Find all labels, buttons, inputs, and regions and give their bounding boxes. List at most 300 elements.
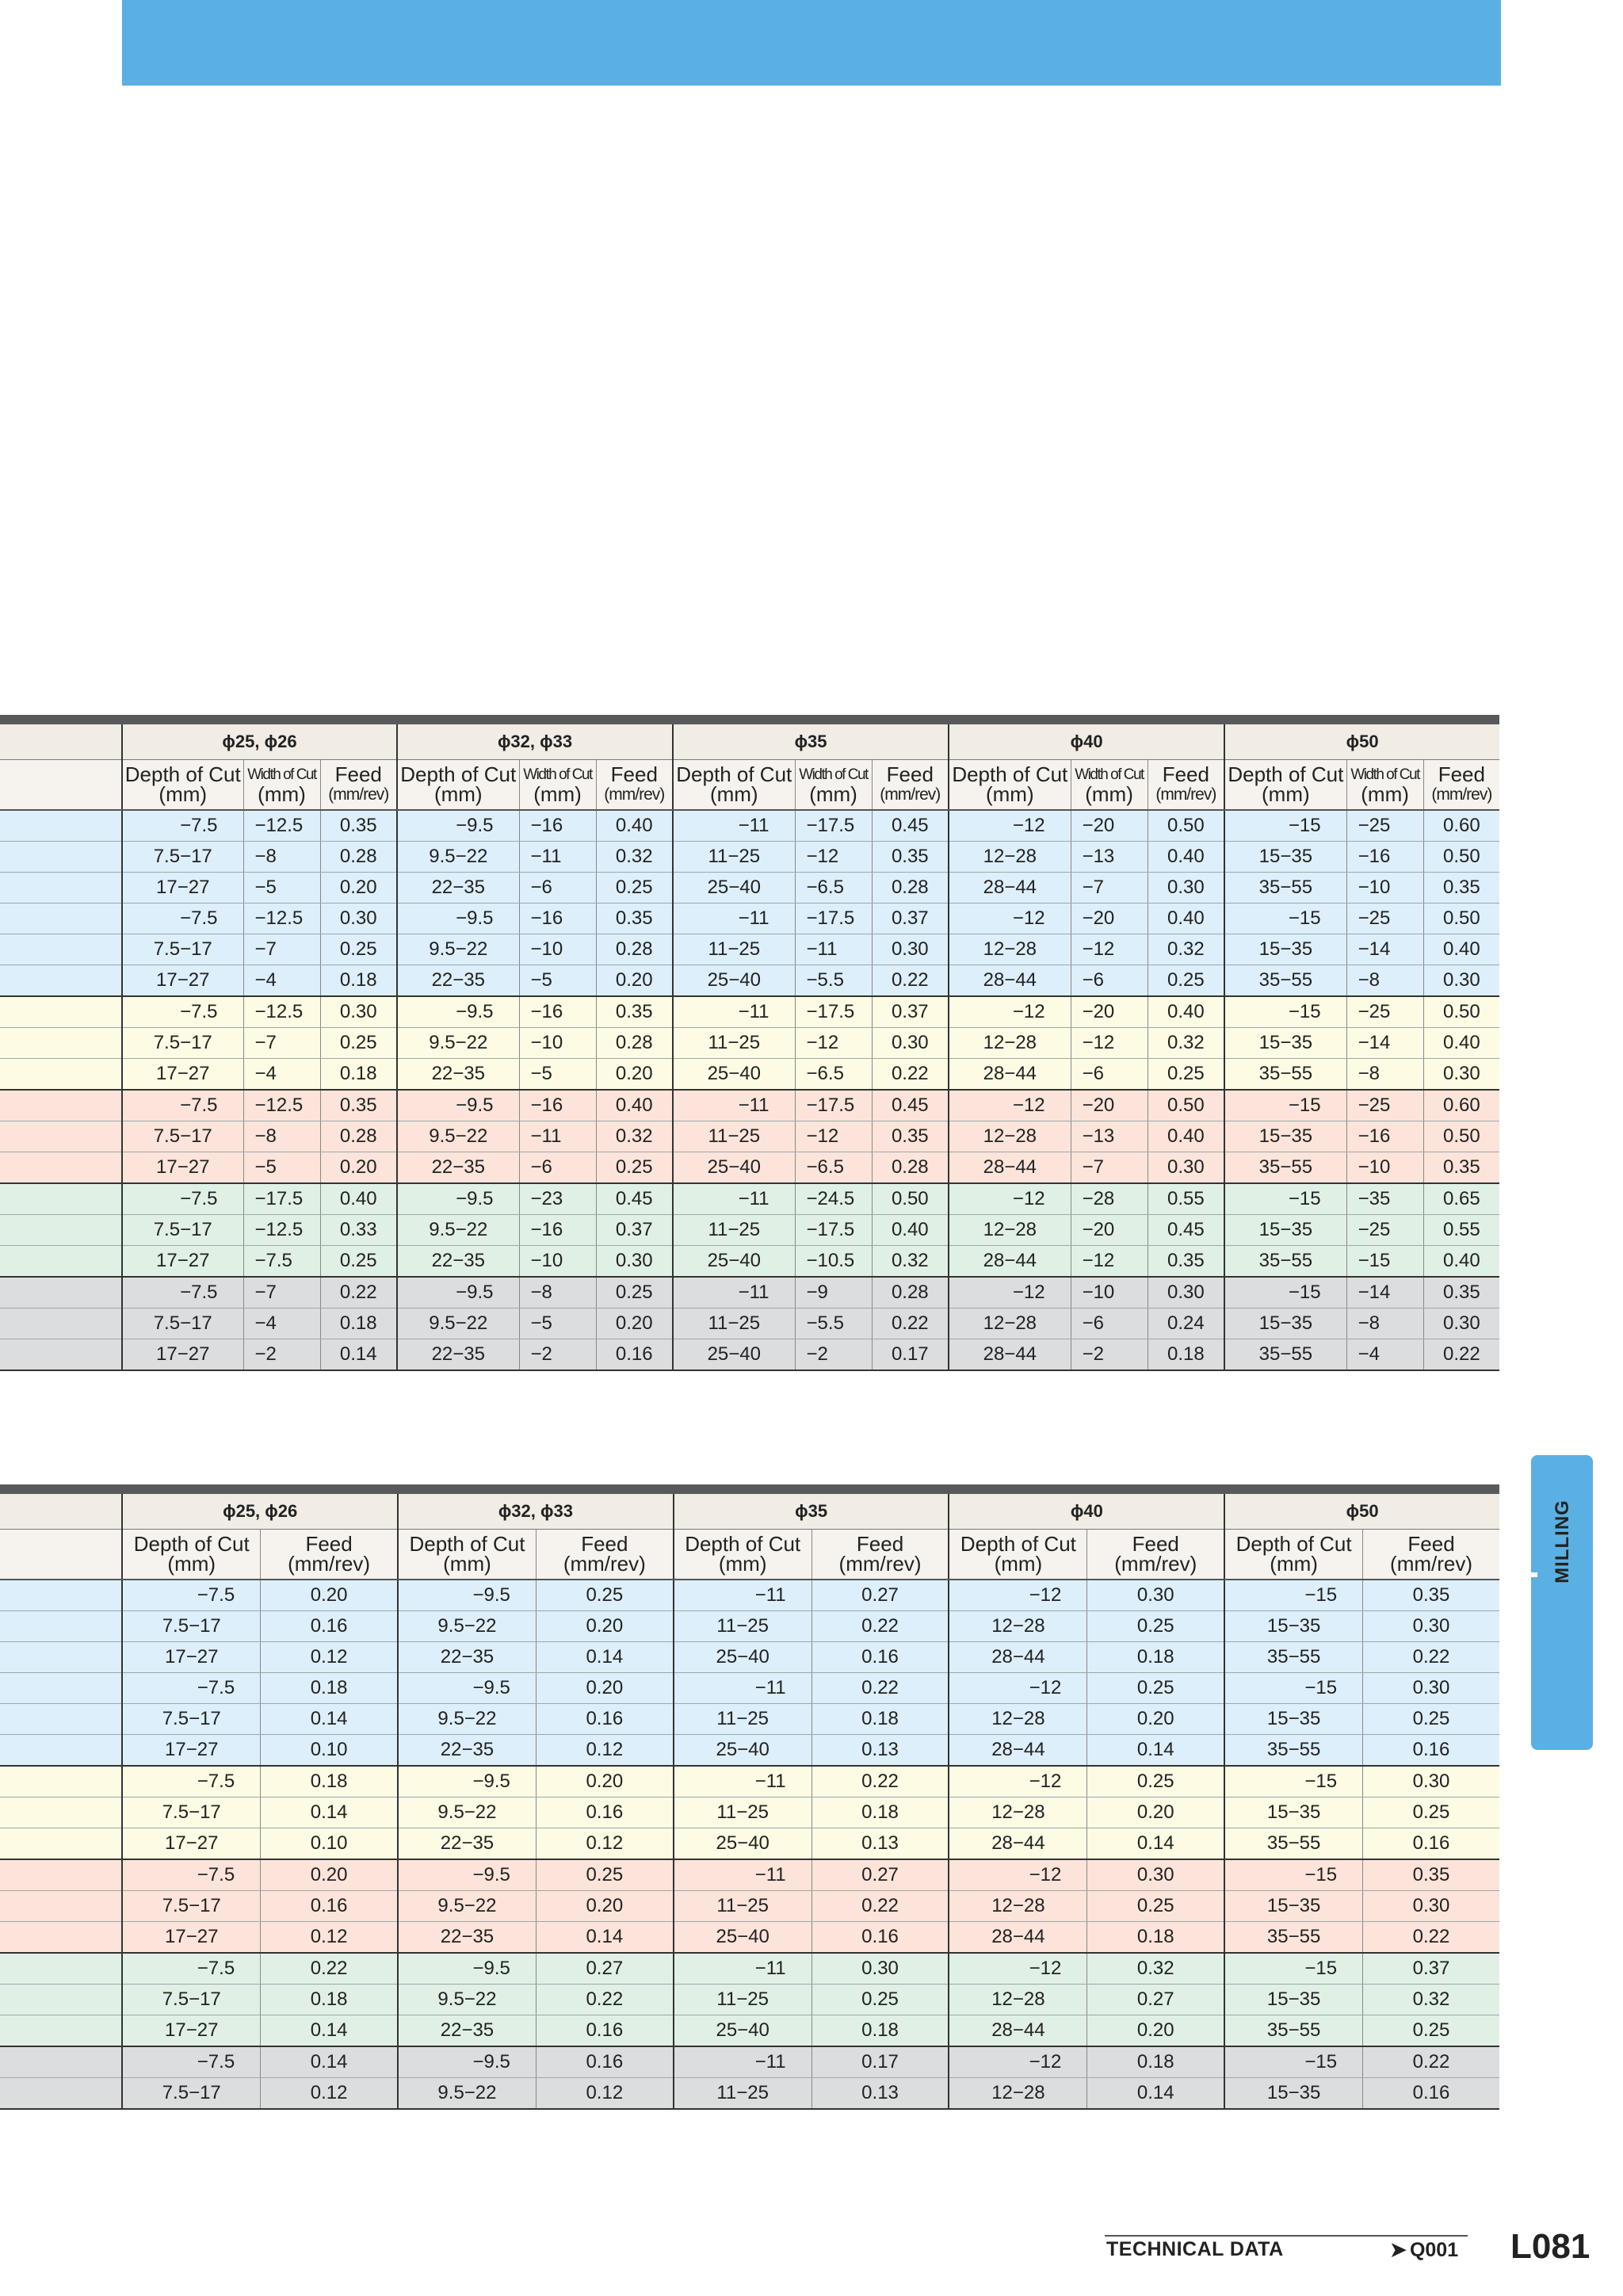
- table-cell: 0.16: [261, 1891, 398, 1922]
- table-cell: −20: [1071, 1090, 1148, 1121]
- table-cell: 25−40: [674, 1735, 812, 1767]
- table-cell: 15−35: [1224, 1891, 1362, 1922]
- row-label-cell: [0, 1121, 122, 1152]
- table-cell: 7.5−17: [122, 1611, 260, 1642]
- table-cell: 0.25: [1363, 1704, 1499, 1735]
- table-cell: 0.37: [1363, 1953, 1499, 1985]
- table-cell: 0.20: [536, 1891, 673, 1922]
- footer-section-link[interactable]: TECHNICAL DATA: [1106, 2238, 1284, 2260]
- table-cell: 0.22: [1363, 2046, 1499, 2078]
- table-cell: 15−35: [1224, 1797, 1362, 1828]
- table-cell: 0.27: [1087, 1985, 1224, 2015]
- table-cell: 22−35: [398, 1922, 536, 1954]
- table-cell: 7.5−17: [122, 1308, 243, 1339]
- table-cell: −9.5: [397, 810, 519, 842]
- table-cell: 0.40: [1423, 1028, 1499, 1059]
- table-cell: 35−55: [1224, 965, 1346, 997]
- table-cell: 0.40: [1423, 1246, 1499, 1278]
- table-cell: −28: [1071, 1183, 1148, 1215]
- table-cell: 0.28: [320, 842, 397, 873]
- table-cell: 0.17: [812, 2046, 949, 2078]
- table-cell: 0.25: [536, 1859, 673, 1891]
- table-cell: −11: [519, 842, 596, 873]
- table-cell: 0.28: [872, 1277, 949, 1308]
- table-row: [0, 1183, 1499, 1215]
- table-cell: 0.50: [1423, 996, 1499, 1028]
- table-cell: −7.5: [122, 810, 243, 842]
- table-cell: 0.30: [1363, 1673, 1499, 1704]
- table-cell: −17.5: [243, 1183, 320, 1215]
- table-cell: −7.5: [122, 1673, 260, 1704]
- table-cell: 0.18: [1087, 2046, 1224, 2078]
- table-cell: −16: [1346, 842, 1423, 873]
- table-row: [0, 1059, 1499, 1091]
- table-cell: 0.50: [1423, 904, 1499, 934]
- table-row: [0, 810, 1499, 842]
- table-cell: −12: [949, 1277, 1071, 1308]
- table-cell: 12−28: [949, 1215, 1071, 1246]
- table-cell: 0.24: [1148, 1308, 1224, 1339]
- table-cell: 9.5−22: [397, 1308, 519, 1339]
- table-cell: 0.30: [1087, 1580, 1224, 1611]
- table-cell: −14: [1346, 934, 1423, 965]
- table-cell: 0.45: [872, 1090, 949, 1121]
- table-cell: 22−35: [397, 1246, 519, 1278]
- column-header: Feed (mm/rev): [1148, 760, 1224, 811]
- table-cell: 0.30: [320, 996, 397, 1028]
- table-cell: 0.25: [320, 1246, 397, 1278]
- table-cell: 0.18: [320, 1308, 397, 1339]
- table-cell: 12−28: [949, 2078, 1086, 2110]
- table-cell: 0.50: [1423, 842, 1499, 873]
- table-cell: 0.16: [261, 1611, 398, 1642]
- table-cell: 0.40: [1423, 934, 1499, 965]
- table-cell: −15: [1224, 1090, 1346, 1121]
- row-label-cell: [0, 1028, 122, 1059]
- table-cell: −7.5: [122, 1859, 260, 1891]
- table-cell: 0.60: [1423, 1090, 1499, 1121]
- column-header: Depth of Cut (mm): [122, 1530, 260, 1580]
- table-cell: 9.5−22: [398, 1891, 536, 1922]
- table-cell: 0.16: [1363, 2078, 1499, 2110]
- table-cell: −12: [949, 1859, 1086, 1891]
- table-cell: 15−35: [1224, 2078, 1362, 2110]
- table-cell: 15−35: [1224, 1121, 1346, 1152]
- table-cell: −13: [1071, 842, 1148, 873]
- table-cell: −7.5: [122, 1277, 243, 1308]
- table-cell: 0.22: [812, 1611, 949, 1642]
- table-cell: 0.25: [320, 934, 397, 965]
- diameter-header: ϕ50: [1224, 724, 1499, 760]
- column-header: Depth of Cut (mm): [949, 760, 1071, 811]
- table-cell: −12.5: [243, 1215, 320, 1246]
- table-cell: 7.5−17: [122, 1215, 243, 1246]
- table-cell: 0.40: [596, 810, 673, 842]
- table-cell: 0.30: [1363, 1891, 1499, 1922]
- table-cell: 28−44: [949, 1059, 1071, 1091]
- table-row: [0, 1704, 1499, 1735]
- table-cell: 0.22: [1363, 1642, 1499, 1673]
- table-cell: −12: [1071, 1028, 1148, 1059]
- table-cell: −15: [1224, 1673, 1362, 1704]
- cutting-conditions-table-1: [0, 715, 1499, 1371]
- table-cell: −2: [1071, 1339, 1148, 1371]
- table-cell: −25: [1346, 1090, 1423, 1121]
- column-header: Depth of Cut (mm): [1224, 1530, 1362, 1580]
- table-row: [0, 1339, 1499, 1371]
- table-cell: 28−44: [949, 1246, 1071, 1278]
- table-cell: 0.10: [261, 1828, 398, 1860]
- table-row: [0, 1766, 1499, 1797]
- table-cell: 17−27: [122, 1828, 260, 1860]
- table-cell: 0.40: [320, 1183, 397, 1215]
- table-cell: −7: [1071, 1152, 1148, 1184]
- table-cell: −15: [1224, 996, 1346, 1028]
- table-cell: −11: [673, 810, 795, 842]
- table-cell: 0.30: [1423, 1059, 1499, 1091]
- table-cell: −12.5: [243, 904, 320, 934]
- table-cell: −2: [243, 1339, 320, 1371]
- table-cell: 0.14: [261, 1704, 398, 1735]
- table-cell: −7.5: [122, 1090, 243, 1121]
- row-label-cell: [0, 1828, 122, 1860]
- diameter-header: ϕ35: [674, 1494, 949, 1530]
- table-cell: 0.55: [1423, 1215, 1499, 1246]
- column-header: Depth of Cut (mm): [1224, 760, 1346, 811]
- row-label-cell: [0, 2015, 122, 2047]
- table-cell: −2: [519, 1339, 596, 1371]
- table-cell: 12−28: [949, 1704, 1086, 1735]
- table-cell: 11−25: [674, 1985, 812, 2015]
- column-header: Width of Cut (mm): [1071, 760, 1148, 811]
- table-cell: −7: [243, 1028, 320, 1059]
- table-cell: 0.17: [872, 1339, 949, 1371]
- table-cell: −6: [1071, 965, 1148, 997]
- table-cell: 0.16: [812, 1922, 949, 1954]
- table-cell: 0.30: [596, 1246, 673, 1278]
- table-cell: 0.16: [536, 2015, 673, 2047]
- table-cell: −4: [243, 1308, 320, 1339]
- table-cell: 0.25: [1087, 1611, 1224, 1642]
- row-label-cell: [0, 1339, 122, 1371]
- table-cell: 0.22: [812, 1766, 949, 1797]
- table-cell: 17−27: [122, 1152, 243, 1184]
- table-row: [0, 1308, 1499, 1339]
- table-cell: −9.5: [398, 1673, 536, 1704]
- table-row: [0, 1673, 1499, 1704]
- table-cell: 9.5−22: [398, 1611, 536, 1642]
- table-row: [0, 1090, 1499, 1121]
- table-cell: −11: [674, 1580, 812, 1611]
- footer-ref-link[interactable]: [1390, 2238, 1458, 2262]
- table-cell: 0.25: [1148, 1059, 1224, 1091]
- column-header: Depth of Cut (mm): [398, 1530, 536, 1580]
- table-cell: 28−44: [949, 1735, 1086, 1767]
- table-cell: 28−44: [949, 1642, 1086, 1673]
- diameter-header: ϕ40: [949, 724, 1224, 760]
- table-cell: 0.20: [1087, 2015, 1224, 2047]
- table-cell: 0.30: [1423, 1308, 1499, 1339]
- table-cell: 22−35: [398, 1642, 536, 1673]
- column-header: Feed (mm/rev): [320, 760, 397, 811]
- table-cell: 0.18: [261, 1985, 398, 2015]
- table-cell: 28−44: [949, 2015, 1086, 2047]
- table-cell: −20: [1071, 996, 1148, 1028]
- table-cell: −8: [1346, 1059, 1423, 1091]
- table-cell: 0.22: [872, 1059, 949, 1091]
- table-cell: 0.30: [1423, 965, 1499, 997]
- table-cell: 0.20: [1087, 1797, 1224, 1828]
- table-cell: −12: [949, 1090, 1071, 1121]
- row-label-cell: [0, 1953, 122, 1985]
- table-row: [0, 1028, 1499, 1059]
- row-label-cell: [0, 1642, 122, 1673]
- table-cell: 11−25: [673, 1215, 795, 1246]
- table-cell: 0.50: [1148, 1090, 1224, 1121]
- table-cell: 0.25: [1087, 1673, 1224, 1704]
- table-cell: 0.16: [536, 1797, 673, 1828]
- table-cell: 28−44: [949, 1152, 1071, 1184]
- table-cell: 0.25: [320, 1028, 397, 1059]
- table-cell: −7.5: [122, 1953, 260, 1985]
- table-cell: 0.32: [1148, 934, 1224, 965]
- diameter-header: ϕ32, ϕ33: [398, 1494, 674, 1530]
- table-cell: −12.5: [243, 810, 320, 842]
- column-header: Feed (mm/rev): [1087, 1530, 1224, 1580]
- table-cell: 17−27: [122, 965, 243, 997]
- table-cell: −7.5: [122, 2046, 260, 2078]
- table-row: [0, 2078, 1499, 2110]
- table-cell: 35−55: [1224, 1735, 1362, 1767]
- table-cell: 11−25: [674, 1797, 812, 1828]
- table-cell: 9.5−22: [397, 1028, 519, 1059]
- table-cell: −8: [1346, 965, 1423, 997]
- table-cell: −11: [673, 1183, 795, 1215]
- table-cell: 28−44: [949, 965, 1071, 997]
- table-cell: 35−55: [1224, 1922, 1362, 1954]
- table-cell: −20: [1071, 810, 1148, 842]
- column-header: Feed (mm/rev): [812, 1530, 949, 1580]
- table-cell: 0.30: [320, 904, 397, 934]
- table-cell: 0.30: [1148, 1277, 1224, 1308]
- table-cell: 9.5−22: [398, 1797, 536, 1828]
- table-cell: 0.10: [261, 1735, 398, 1767]
- table-cell: 7.5−17: [122, 2078, 260, 2110]
- table-cell: 0.12: [536, 1735, 673, 1767]
- row-label-cell: [0, 1090, 122, 1121]
- table-cell: 12−28: [949, 842, 1071, 873]
- diameter-header: ϕ25, ϕ26: [122, 1494, 398, 1530]
- table-cell: −10: [1071, 1277, 1148, 1308]
- table-cell: 0.18: [1087, 1642, 1224, 1673]
- table-row: [0, 965, 1499, 997]
- table-cell: 12−28: [949, 1028, 1071, 1059]
- table-cell: −15: [1224, 1859, 1362, 1891]
- table-cell: −7.5: [122, 1580, 260, 1611]
- table-cell: −20: [1071, 904, 1148, 934]
- row-label-cell: [0, 1611, 122, 1642]
- table-row: [0, 1611, 1499, 1642]
- row-label-cell: [0, 1152, 122, 1184]
- table-cell: 7.5−17: [122, 842, 243, 873]
- table-cell: −12.5: [243, 996, 320, 1028]
- table-cell: −15: [1224, 1580, 1362, 1611]
- table-cell: −9.5: [397, 904, 519, 934]
- table-cell: −12: [949, 810, 1071, 842]
- table-cell: 35−55: [1224, 1246, 1346, 1278]
- footer-rule: [1105, 2235, 1468, 2237]
- table-cell: 35−55: [1224, 1339, 1346, 1371]
- row-label-cell: [0, 1277, 122, 1308]
- table-cell: 0.18: [320, 1059, 397, 1091]
- table-cell: 0.32: [1148, 1028, 1224, 1059]
- table-cell: −17.5: [795, 1215, 872, 1246]
- row-label-cell: [0, 934, 122, 965]
- column-header: Feed (mm/rev): [261, 1530, 398, 1580]
- table-cell: 22−35: [397, 1059, 519, 1091]
- table-cell: 0.22: [812, 1673, 949, 1704]
- table-cell: 0.37: [596, 1215, 673, 1246]
- table-cell: 0.32: [1363, 1985, 1499, 2015]
- row-label-cell: [0, 965, 122, 997]
- table-cell: −7.5: [122, 1766, 260, 1797]
- table-cell: 22−35: [397, 1339, 519, 1371]
- table-cell: 0.20: [320, 873, 397, 904]
- table-row: [0, 1246, 1499, 1278]
- table-cell: 0.25: [1363, 2015, 1499, 2047]
- table-cell: 0.35: [1423, 873, 1499, 904]
- table-cell: −9.5: [398, 1859, 536, 1891]
- table-cell: 0.20: [1087, 1704, 1224, 1735]
- table-cell: 0.25: [596, 1152, 673, 1184]
- table-cell: 0.25: [1087, 1891, 1224, 1922]
- table-cell: −11: [673, 904, 795, 934]
- table-cell: 0.45: [872, 810, 949, 842]
- table-cell: 0.25: [596, 1277, 673, 1308]
- table-cell: −10: [1346, 873, 1423, 904]
- table-cell: 25−40: [674, 1828, 812, 1860]
- table-cell: 0.18: [261, 1673, 398, 1704]
- table-cell: 0.16: [1363, 1735, 1499, 1767]
- table-cell: −2: [795, 1339, 872, 1371]
- table-cell: −12: [1071, 934, 1148, 965]
- table-cell: 0.16: [536, 2046, 673, 2078]
- table-cell: 0.13: [812, 1735, 949, 1767]
- table-cell: 0.20: [261, 1859, 398, 1891]
- table-cell: 0.20: [596, 1308, 673, 1339]
- table-cell: 22−35: [397, 965, 519, 997]
- table-cell: 7.5−17: [122, 1121, 243, 1152]
- row-label-cell: [0, 1673, 122, 1704]
- row-label-cell: [0, 1922, 122, 1954]
- table-cell: 9.5−22: [397, 934, 519, 965]
- table-cell: 0.35: [596, 996, 673, 1028]
- table-cell: −6: [1071, 1308, 1148, 1339]
- table-cell: −15: [1224, 2046, 1362, 2078]
- diameter-header: ϕ50: [1224, 1494, 1499, 1530]
- table-cell: 7.5−17: [122, 934, 243, 965]
- row-label-cell: [0, 1735, 122, 1767]
- table-cell: −8: [243, 842, 320, 873]
- table-cell: −12: [949, 996, 1071, 1028]
- table-cell: 12−28: [949, 1611, 1086, 1642]
- row-label-cell: [0, 1246, 122, 1278]
- table-cell: 0.28: [872, 1152, 949, 1184]
- table-cell: 0.18: [812, 2015, 949, 2047]
- table-cell: −6: [1071, 1059, 1148, 1091]
- table-cell: 17−27: [122, 1339, 243, 1371]
- table-row: [0, 1922, 1499, 1954]
- table-cell: −15: [1224, 904, 1346, 934]
- diameter-header: ϕ32, ϕ33: [397, 724, 673, 760]
- table-cell: 0.20: [536, 1611, 673, 1642]
- table-cell: 25−40: [674, 2015, 812, 2047]
- header-bar: [122, 0, 1501, 86]
- table-cell: −11: [519, 1121, 596, 1152]
- table-cell: 35−55: [1224, 1152, 1346, 1184]
- table-row: [0, 1580, 1499, 1611]
- table-cell: 9.5−22: [397, 842, 519, 873]
- table-cell: 25−40: [673, 1152, 795, 1184]
- table-cell: −9.5: [397, 1090, 519, 1121]
- column-header: Width of Cut (mm): [243, 760, 320, 811]
- table-cell: 0.28: [596, 934, 673, 965]
- row-label-cell: [0, 1059, 122, 1091]
- table-cell: 17−27: [122, 1735, 260, 1767]
- table-cell: 25−40: [674, 1642, 812, 1673]
- table-cell: −12: [949, 1183, 1071, 1215]
- table-cell: −9.5: [398, 1766, 536, 1797]
- table-cell: 0.28: [596, 1028, 673, 1059]
- table-cell: 0.14: [536, 1642, 673, 1673]
- table-row: [0, 934, 1499, 965]
- table-cell: 22−35: [398, 1735, 536, 1767]
- table-cell: −9.5: [398, 1580, 536, 1611]
- table-cell: −7: [243, 1277, 320, 1308]
- table-cell: 0.30: [812, 1953, 949, 1985]
- row-label-cell: [0, 810, 122, 842]
- table-cell: 0.28: [872, 873, 949, 904]
- table-cell: 0.60: [1423, 810, 1499, 842]
- table-cell: 0.20: [596, 1059, 673, 1091]
- table-cell: 0.33: [320, 1215, 397, 1246]
- table-row: [0, 1891, 1499, 1922]
- table-cell: 28−44: [949, 1828, 1086, 1860]
- table-top-rule: [0, 1484, 1499, 1494]
- table-cell: 12−28: [949, 1797, 1086, 1828]
- table-cell: 0.40: [1148, 904, 1224, 934]
- table-cell: −16: [519, 1090, 596, 1121]
- table-cell: −17.5: [795, 810, 872, 842]
- table-top-rule: [0, 715, 1499, 724]
- table-cell: 0.35: [596, 904, 673, 934]
- table-row: [0, 1735, 1499, 1767]
- table-cell: 0.14: [536, 1922, 673, 1954]
- table-cell: 12−28: [949, 1985, 1086, 2015]
- table-cell: −10: [519, 1028, 596, 1059]
- table-row: [0, 1797, 1499, 1828]
- table-cell: 0.16: [1363, 1828, 1499, 1860]
- table-cell: 0.22: [872, 965, 949, 997]
- table-cell: 9.5−22: [397, 1215, 519, 1246]
- table-cell: 0.35: [320, 1090, 397, 1121]
- table-cell: 17−27: [122, 1246, 243, 1278]
- table-cell: 25−40: [674, 1922, 812, 1954]
- table-cell: 0.35: [1148, 1246, 1224, 1278]
- table-cell: 12−28: [949, 1891, 1086, 1922]
- header-blank: [0, 1494, 122, 1530]
- table-cell: −4: [1346, 1339, 1423, 1371]
